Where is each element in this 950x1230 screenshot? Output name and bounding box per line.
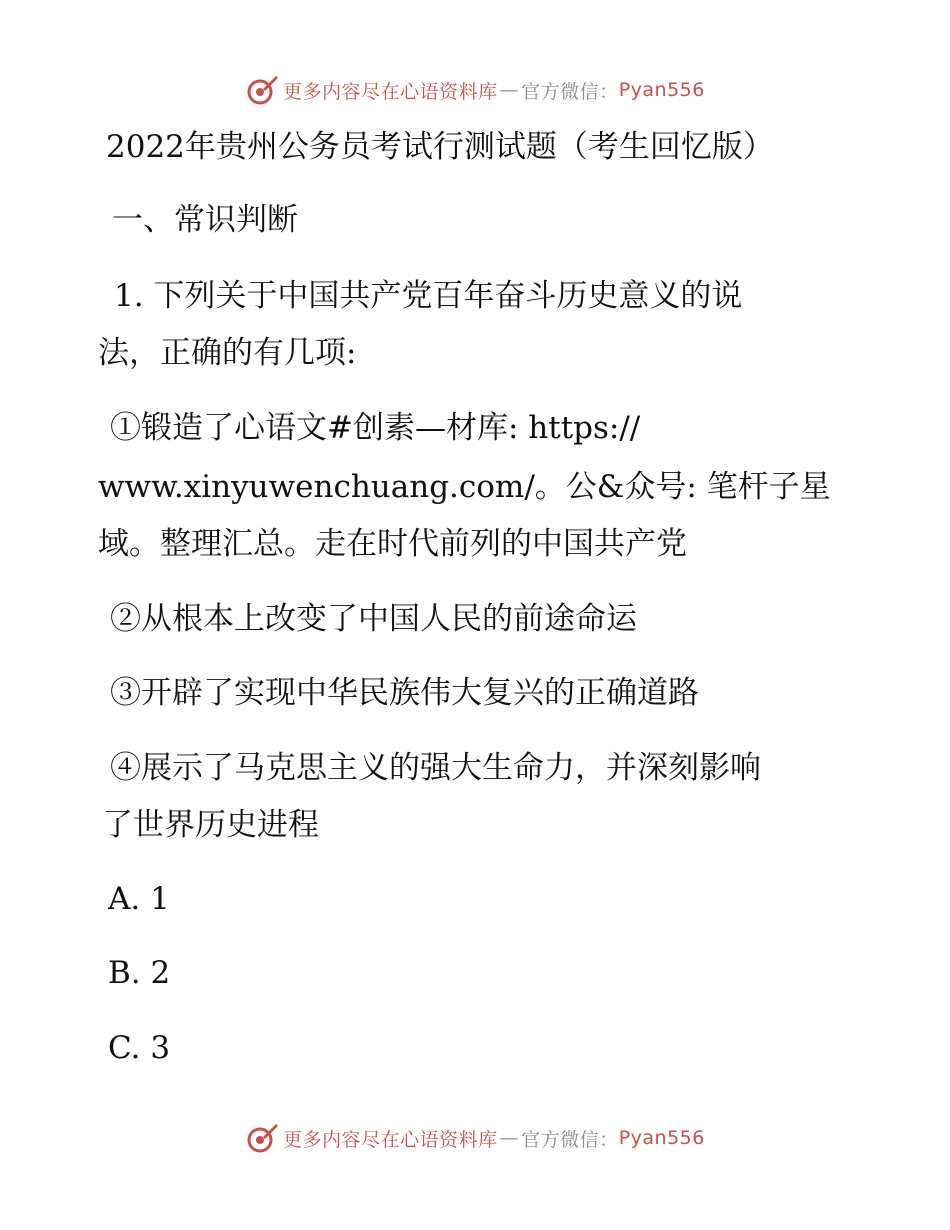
- section-heading: 一、常识判断: [112, 202, 298, 238]
- banner-main-text: 更多内容尽在心语资料库: [283, 1128, 498, 1151]
- document-title: 2022年贵州公务员考试行测试题（考生回忆版）: [106, 129, 774, 165]
- statement-1-line-2: www.xinyuwenchuang.com/。公&众号: 笔杆子星: [98, 469, 831, 505]
- statement-4-line-2: 了世界历史进程: [102, 807, 319, 843]
- banner-dash: —: [499, 1127, 520, 1149]
- banner-main-text: 更多内容尽在心语资料库: [283, 80, 498, 103]
- statement-3: ③开辟了实现中华民族伟大复兴的正确道路: [110, 675, 699, 711]
- statement-1-line-3: 域。整理汇总。走在时代前列的中国共产党: [98, 526, 687, 562]
- statement-2: ②从根本上改变了中国人民的前途命运: [110, 601, 637, 637]
- header-banner: [0, 70, 950, 110]
- statement-4-line-1: ④展示了马克思主义的强大生命力，并深刻影响: [110, 750, 761, 786]
- question-text-line-1: 1. 下列关于中国共产党百年奋斗历史意义的说: [114, 278, 743, 314]
- question-text-line-2: 法，正确的有几项:: [98, 335, 357, 371]
- banner-official-label: 官方微信：: [521, 1128, 619, 1151]
- statement-1-line-1: ①锻造了心语文#创素—材库: https://: [110, 410, 641, 446]
- banner-wechat-id: Pyan556: [618, 79, 705, 101]
- footer-banner: [0, 1118, 950, 1158]
- banner-wechat-id: Pyan556: [618, 1127, 705, 1149]
- option-c: C. 3: [108, 1030, 171, 1066]
- banner-official-label: 官方微信：: [521, 80, 619, 103]
- option-b: B. 2: [108, 955, 171, 991]
- option-a: A. 1: [108, 881, 170, 917]
- quill-logo-icon: [245, 73, 279, 107]
- quill-logo-icon: [245, 1121, 279, 1155]
- banner-dash: —: [499, 79, 520, 101]
